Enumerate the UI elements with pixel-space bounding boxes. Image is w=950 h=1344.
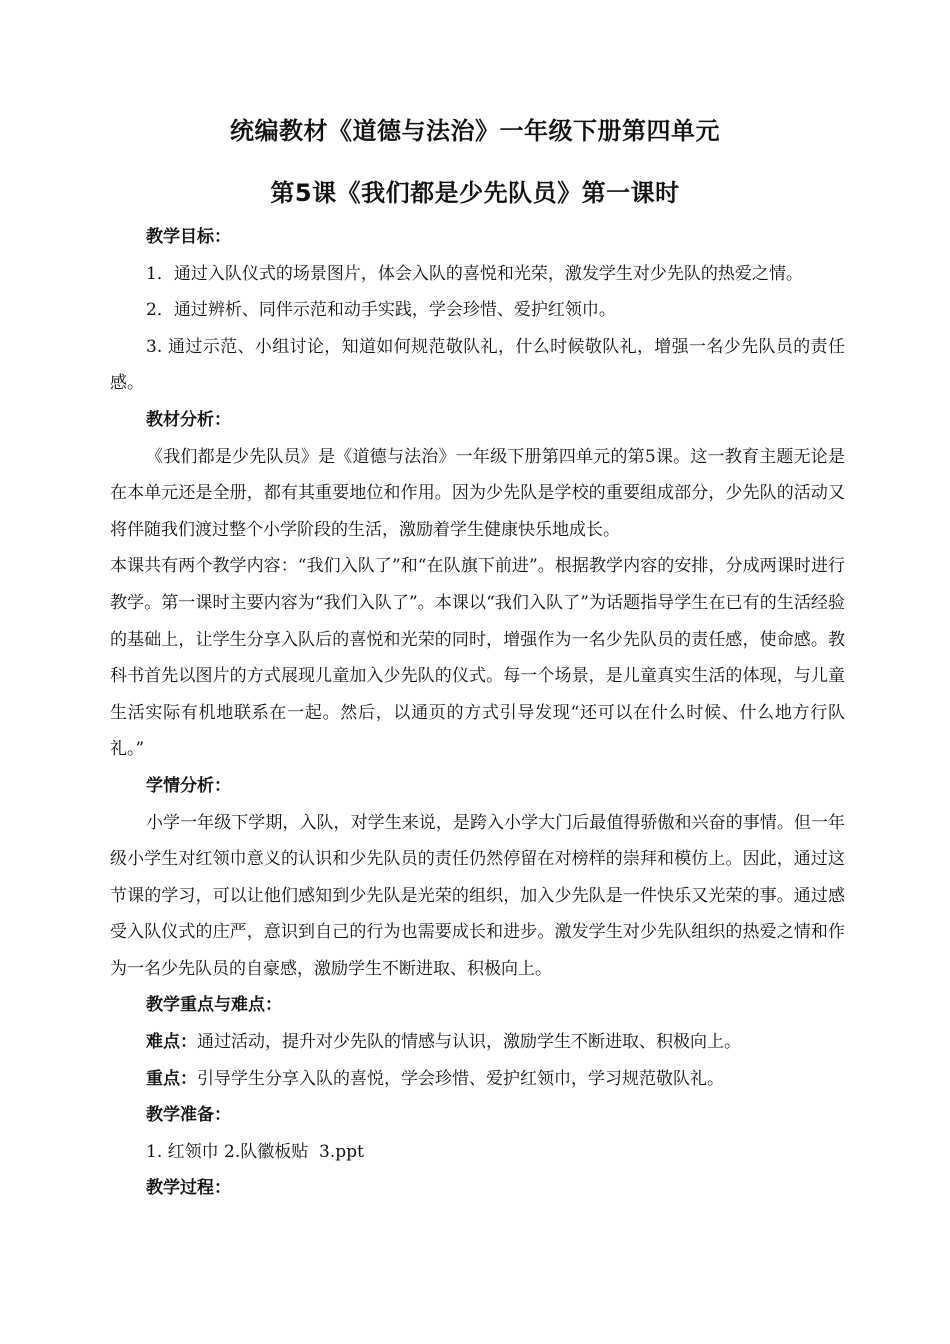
goals-heading: 教学目标：: [146, 227, 231, 247]
material-paragraph-2: 本课共有两个教学内容：“我们入队了”和“在队旗下前进”。根据教学内容的安排，分成两课时进行教学。第一课时主要内容为“我们入队了”。本课以“我们入队了”为话题指导学生在已有的生活经验的基础上，让学生分享入队后的喜悦和光荣的同时，增强作为一名少先队员的责任感，使命感。教科书首先以图片的方式展现儿童加入少先队的仪式。每一个场景，是儿童真实生活的体现，与儿童生活实际有机地联系在一起。然后，以通页的方式引导发现“还可以在什么时候、什么地方行队礼。”: [110, 556, 845, 760]
lesson-title: 第5课《我们都是少先队员》第一课时: [270, 179, 680, 207]
difficulty-text: 通过活动，提升对少先队的情感与认识，激励学生不断进取、积极向上。: [197, 1032, 741, 1053]
key-point-text: 引导学生分享入队的喜悦，学会珍惜、爱护红领巾，学习规范敬队礼。: [197, 1068, 724, 1089]
prep-heading: 教学准备：: [146, 1105, 231, 1126]
process-heading: 教学过程：: [146, 1178, 231, 1199]
students-paragraph: 小学一年级下学期，入队，对学生来说，是跨入小学大门后最值得骄傲和兴奋的事情。但一年级小学生对红领巾意义的认识和少先队员的责任仍然停留在对榜样的崇拜和模仿上。因此，通过这节课的学习，可以让他们感知到少先队是光荣的组织，加入少先队是一件快乐又光荣的事。通过感受入队仪式的庄严，意识到自己的行为也需要成长和进步。激发学生对少先队组织的热爱之情和作为一名少先队员的自豪感，激励学生不断进取、积极向上。: [110, 812, 845, 979]
key-point-label: 重点：: [146, 1068, 197, 1089]
prep-list: 1. 红领巾 2.队徽板贴 3.ppt: [146, 1141, 364, 1162]
material-paragraph-1: 《我们都是少先队员》是《道德与法治》一年级下册第四单元的第5课。这一教育主题无论是在本单元还是全册，都有其重要地位和作用。因为少先队是学校的重要组成部分，少先队的活动又将伴随我们渡过整个小学阶段的生活，激励着学生健康快乐地成长。: [110, 446, 845, 540]
focus-heading: 教学重点与难点：: [146, 995, 282, 1016]
goal-item-1: 1．通过入队仪式的场景图片，体会入队的喜悦和光荣，激发学生对少先队的热爱之情。: [146, 263, 803, 284]
material-heading: 教材分析：: [146, 409, 231, 430]
difficulty-label: 难点：: [146, 1032, 197, 1053]
goal-item-3: 3. 通过示范、小组讨论，知道如何规范敬队礼，什么时候敬队礼，增强一名少先队员的责任感。: [110, 336, 845, 394]
document-title: 统编教材《道德与法治》一年级下册第四单元: [230, 117, 720, 145]
difficulty-line: [110, 1024, 845, 1061]
document-body: [110, 219, 845, 1207]
goal-item-2: 2．通过辨析、同伴示范和动手实践，学会珍惜、爱护红领巾。: [146, 300, 616, 321]
key-point-line: [110, 1061, 845, 1098]
students-heading: 学情分析：: [146, 775, 231, 796]
